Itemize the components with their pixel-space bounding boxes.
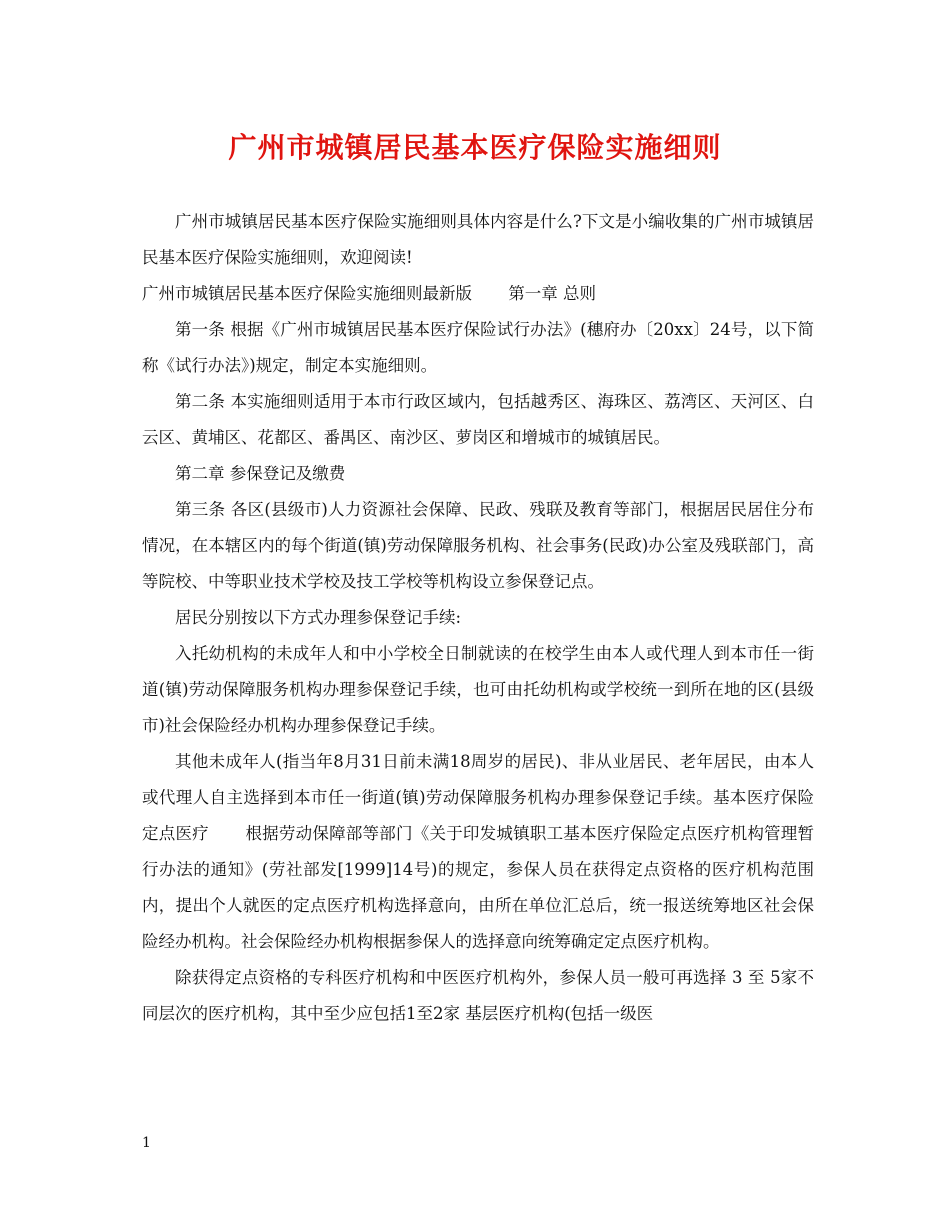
document-body xyxy=(142,204,814,1032)
document-title: 广州市城镇居民基本医疗保险实施细则 xyxy=(228,131,722,164)
page-number: 1 xyxy=(142,1135,151,1151)
intro-paragraph: 广州市城镇居民基本医疗保险实施细则具体内容是什么?下文是小编收集的广州市城镇居民基本医疗保险实施细则，欢迎阅读! xyxy=(142,212,814,267)
chapter-1-heading: 第一章 总则 xyxy=(508,284,597,303)
others-registration-paragraph xyxy=(142,744,814,960)
children-registration-paragraph: 入托幼机构的未成年人和中小学校全日制就读的在校学生由本人或代理人到本市任一街道(镇)劳动保障服务机构办理参保登记手续，也可由托幼机构或学校统一到所在地的区(县级市)社会保险经办机构办理参保登记手续。 xyxy=(142,644,814,735)
institution-choice-paragraph: 除获得定点资格的专科医疗机构和中医医疗机构外，参保人员一般可再选择 3 至 5家不同层次的医疗机构，其中至少应包括1至2家 基层医疗机构(包括一级医 xyxy=(142,968,814,1023)
subheading-line xyxy=(142,276,814,312)
registration-ways-paragraph: 居民分别按以下方式办理参保登记手续: xyxy=(175,608,462,627)
others-registration-text: 其他未成年人(指当年8月31日前未满18周岁的居民)、非从业居民、老年居民，由本人或代理人自主选择到本市任一街道(镇)劳动保障服务机构办理参保登记手续。基本医疗保险定点医疗 xyxy=(142,752,814,843)
article-3: 第三条 各区(县级市)人力资源社会保障、民政、残联及教育等部门，根据居民居住分布情况，在本辖区内的每个街道(镇)劳动保障服务机构、社会事务(民政)办公室及残联部门，高等院校、中等职业技术学校及技工学校等机构设立参保登记点。 xyxy=(142,500,814,591)
subheading-title: 广州市城镇居民基本医疗保险实施细则最新版 xyxy=(142,284,472,303)
article-1: 第一条 根据《广州市城镇居民基本医疗保险试行办法》(穗府办〔20xx〕24号，以下简称《试行办法》)规定，制定本实施细则。 xyxy=(142,320,814,375)
chapter-2-heading: 第二章 参保登记及缴费 xyxy=(175,464,346,483)
article-2: 第二条 本实施细则适用于本市行政区域内，包括越秀区、海珠区、荔湾区、天河区、白云区、黄埔区、花都区、番禺区、南沙区、萝岗区和增城市的城镇居民。 xyxy=(142,392,814,447)
designated-institution-text: 根据劳动保障部等部门《关于印发城镇职工基本医疗保险定点医疗机构管理暂行办法的通知》(劳社部发[1999]14号)的规定，参保人员在获得定点资格的医疗机构范围内，提出个人就医的定点医疗机构选择意向，由所在单位汇总后，统一报送统筹地区社会保险经办机构。社会保险经办机构根据参保人的选择意向统筹确定定点医疗机构。 xyxy=(142,824,815,951)
